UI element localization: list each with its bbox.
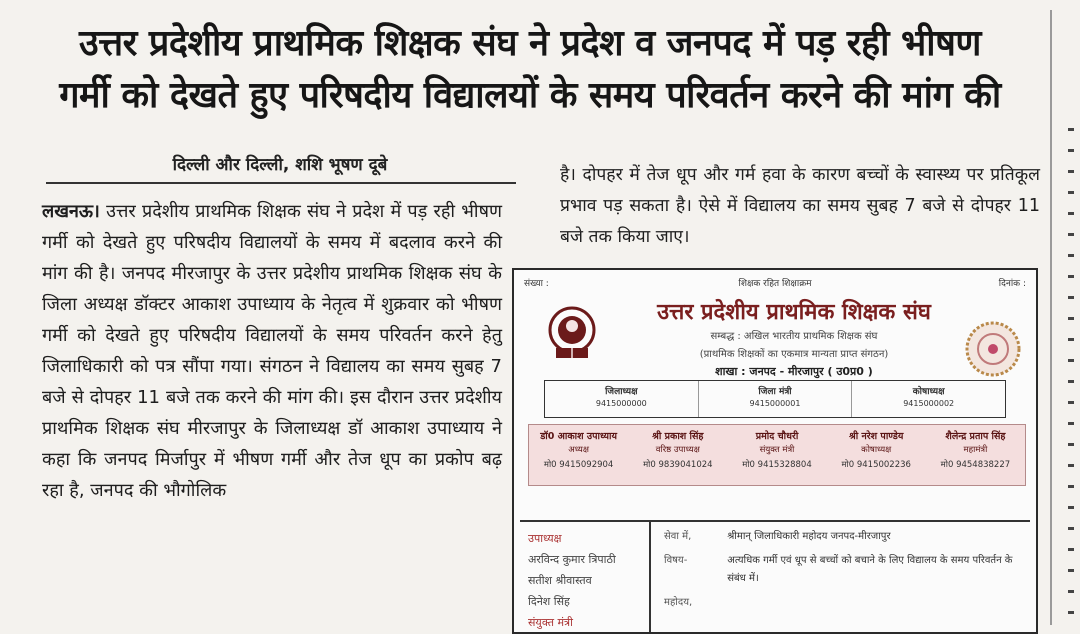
side-name: अरविन्द कुमार त्रिपाठी	[528, 553, 616, 566]
side-name: दिनेश सिंह	[528, 595, 570, 608]
headline	[20, 18, 1040, 122]
member: प्रमोद चौधरी संयुक्त मंत्री मो0 9415328804	[742, 431, 812, 470]
adjacent-column-edge	[1060, 110, 1078, 630]
emblem-icon	[964, 320, 1022, 378]
letter-date-label: दिनांक :	[998, 279, 1026, 289]
byline: दिल्ली और दिल्ली, शशि भूषण दूबे	[172, 155, 388, 175]
union-logo-icon	[542, 304, 602, 364]
union-tagline: (प्राथमिक शिक्षकों का एकमात्र मान्यता प्राप्त संगठन)	[699, 349, 889, 360]
member: शैलेन्द्र प्रताप सिंह महामंत्री मो0 9454838227	[940, 431, 1011, 470]
article-text-left: उत्तर प्रदेशीय प्राथमिक शिक्षक संघ ने प्रदेश में पड़ रही भीषण गर्मी को देखते हुए परिषदीय विद्यालयों के समय में बदलाव करने की मांग की है। जनपद मीरजापुर के उत्तर प्रदेशीय प्राथमिक शिक्षक संघ के जिला अध्यक्ष डॉक्टर आकाश उपाध्याय के नेतृत्व में शुक्रवार को भीषण गर्मी को देखते हुए परिषदीय विद्यालयों के समय परिवर्तन करने हेतु जिलाधिकारी को पत्र सौंपा गया। संगठन ने विद्यालय का समय सुबह 7 बजे से दोपहर 11 बजे तक करने की मांग की। इस दौरान उत्तर प्रदेशीय प्राथमिक शिक्षक संघ मीरजापुर के जिलाध्यक्ष डॉ आकाश उपाध्याय ने कहा कि जनपद मिर्जापुर में भीषण गर्मी और तेज धूप का प्रकोप बढ़ रहा है, जनपद की भौगोलिक	[42, 201, 502, 501]
letter-side-rule	[649, 520, 651, 632]
side-heading: उपाध्यक्ष	[528, 532, 562, 545]
member: श्री नरेश पाण्डेय कोषाध्यक्ष मो0 9415002236	[841, 431, 911, 470]
letter-side-panel	[528, 528, 646, 633]
article-column-left	[42, 196, 502, 506]
office-bearer: जिलाध्यक्ष 9415000000	[545, 381, 699, 417]
headline-line-1: उत्तर प्रदेशीय प्राथमिक शिक्षक संघ ने प्रदेश व जनपद में पड़ रही भीषण	[79, 23, 981, 64]
union-affiliation: सम्बद्ध : अखिल भारतीय प्राथमिक शिक्षक संघ	[710, 331, 878, 342]
letter-body	[664, 528, 1024, 618]
union-branch: शाखा : जनपद - मीरजापुर ( उ0प्र0 )	[715, 365, 873, 378]
office-bearers-row	[544, 380, 1006, 418]
subject-label: विषय-	[664, 555, 688, 566]
dateline: लखनऊ।	[42, 201, 100, 222]
members-row	[528, 424, 1026, 486]
side-name: सतीश श्रीवास्तव	[528, 574, 592, 587]
subject-value: अत्यधिक गर्मी एवं धूप से बच्चों को बचाने के लिए विद्यालय के समय परिवर्तन के संबंध में।	[727, 555, 1013, 584]
article-column-right: है। दोपहर में तेज धूप और गर्म हवा के कारण बच्चों के स्वास्थ्य पर प्रतिकूल प्रभाव पड़ सकता है। ऐसे में विद्यालय का समय सुबह 7 बजे से दोपहर 11 बजे तक किया जाए।	[560, 165, 1040, 247]
side-name: संयुक्त मंत्री	[528, 616, 573, 629]
letter-ref-label: संख्या :	[524, 279, 549, 289]
member: श्री प्रकाश सिंह वरिष्ठ उपाध्यक्ष मो0 9839041024	[643, 431, 713, 470]
headline-line-2: गर्मी को देखते हुए परिषदीय विद्यालयों के समय परिवर्तन करने की मांग की	[59, 75, 1001, 116]
union-name: उत्तर प्रदेशीय प्राथमिक शिक्षक संघ	[657, 300, 931, 325]
to-label: सेवा में,	[664, 531, 692, 542]
salutation: महोदय,	[664, 597, 693, 608]
to-value: श्रीमान् जिलाधिकारी महोदय जनपद-मीरजापुर	[727, 531, 891, 542]
column-divider	[1050, 10, 1052, 625]
letter-photo	[512, 268, 1038, 634]
member: डॉ0 आकाश उपाध्याय अध्यक्ष मो0 9415092904	[540, 431, 617, 470]
office-bearer: कोषाध्यक्ष 9415000002	[903, 387, 955, 408]
letter-body-rule	[520, 520, 1030, 522]
office-bearer: जिला मंत्री 9415000001	[699, 381, 853, 417]
byline-rule	[46, 182, 516, 184]
letter-top-center: शिक्षक रहित शिक्षाक्रम	[738, 279, 812, 289]
